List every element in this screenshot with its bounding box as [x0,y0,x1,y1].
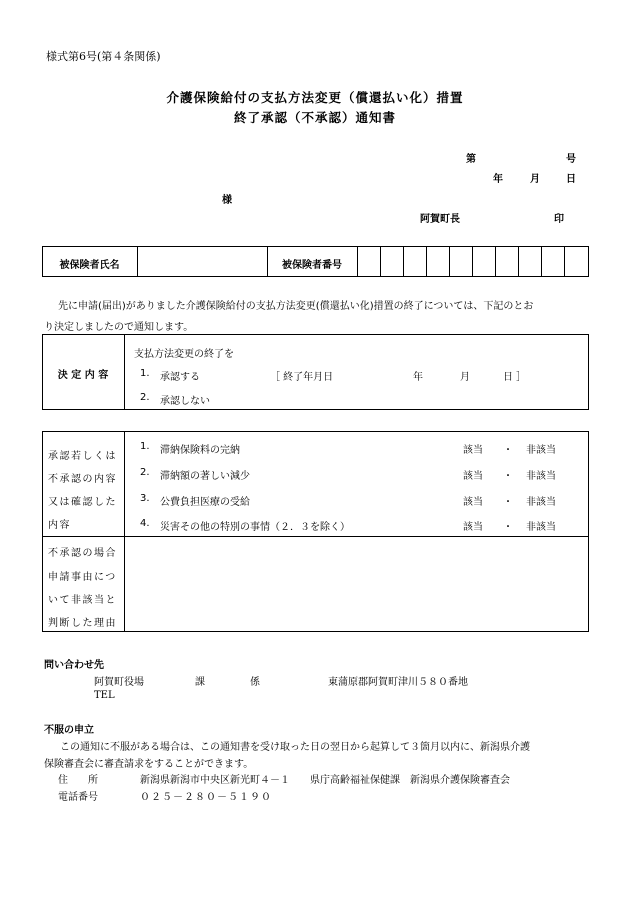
criteria-label-line1: 承認若しくは [48,451,117,462]
intro-line1: 先に申請(届出)がありました介護保険給付の支払方法変更(償還払い化)措置の終了については、下記のとお [58,301,534,312]
criteria-item-1-not-applicable: 非該当 [526,445,556,456]
appeal-address-label: 住 所 [58,775,98,786]
document-title-line1: 介護保険給付の支払方法変更（償還払い化）措置 [166,90,464,105]
inquiry-tel-label: TEL [94,690,115,701]
appeal-phone-label: 電話番号 [58,792,98,803]
date-day: 日 [566,174,576,185]
criteria-item-3-applicable: 該当 [463,497,483,508]
appeal-heading: 不服の申立 [44,725,94,736]
criteria-item-1-text: 滞納保険料の完納 [160,445,240,456]
recipient-honorific: 様 [222,195,232,206]
intro-line2: り決定しましたので通知します。 [44,322,194,333]
decision-option1-number: 1. [140,368,150,379]
seal-mark: 印 [554,214,564,225]
criteria-item-2-applicable: 該当 [463,471,483,482]
criteria-item-3-not-applicable: 非該当 [526,497,556,508]
decision-option2-number: 2. [140,392,150,403]
date-month: 月 [530,174,540,185]
criteria-item-1-number: 1. [140,441,150,452]
reason-label-line2: 申請事由につ [48,572,117,583]
doc-number-suffix: 号 [566,154,576,165]
criteria-item-2-separator: ・ [503,471,513,482]
doc-number-prefix: 第 [466,154,476,165]
appeal-line1: この通知に不服がある場合は、この通知書を受け取った日の翌日から起算して３箇月以内に、新潟県介護 [60,742,530,753]
appeal-line2: 保険審査会に審査請求をすることができます。 [44,759,254,770]
inquiry-unit: 係 [250,677,260,688]
decision-option2-reject: 承認しない [160,396,210,407]
criteria-item-1-applicable: 該当 [463,445,483,456]
criteria-item-4-number: 4. [140,518,150,529]
reason-text-area[interactable] [130,540,585,628]
reason-label-line1: 不承認の場合 [48,548,117,559]
insured-name-label: 被保険者氏名 [59,260,120,271]
appeal-phone: ０２５－２８０－５１９０ [140,792,272,803]
end-date-day: 日 ］ [503,372,527,383]
criteria-item-1-separator: ・ [503,445,513,456]
insured-number-label: 被保険者番号 [282,260,342,271]
inquiry-office: 阿賀町役場 [94,677,144,688]
date-year: 年 [493,174,503,185]
criteria-item-4-separator: ・ [503,522,513,533]
end-date-label: ［ 終了年月日 [270,372,334,383]
criteria-item-3-text: 公費負担医療の受給 [160,497,250,508]
reason-label-line4: 判断した理由 [48,618,117,629]
criteria-label-line4: 内容 [48,520,71,531]
decision-heading: 支払方法変更の終了を [134,349,234,360]
criteria-item-2-not-applicable: 非該当 [526,471,556,482]
criteria-item-3-number: 3. [140,493,150,504]
appeal-address: 新潟県新潟市中央区新光町４－１ 県庁高齢福祉保健課 新潟県介護保険審査会 [140,775,510,786]
reason-label-line3: いて非該当と [48,595,117,606]
end-date-year: 年 [413,372,423,383]
decision-label: 決 定 内 容 [57,370,109,381]
criteria-label-line3: 又は確認した [48,497,117,508]
inquiry-address: 東蒲原郡阿賀町津川５８０番地 [328,677,468,688]
inquiry-heading: 問い合わせ先 [44,660,104,671]
decision-option1-approve: 承認する [160,372,200,383]
criteria-item-2-number: 2. [140,467,150,478]
criteria-item-4-text: 災害その他の特別の事情（２．３を除く） [160,522,350,533]
document-title-line2: 終了承認（不承認）通知書 [233,110,396,125]
criteria-item-2-text: 滞納額の著しい減少 [160,471,250,482]
criteria-item-4-not-applicable: 非該当 [526,522,556,533]
sender-name: 阿賀町長 [420,214,460,225]
form-number: 様式第6号(第４条関係) [46,50,161,63]
end-date-month: 月 [460,372,470,383]
criteria-label-line2: 不承認の内容 [48,474,117,485]
inquiry-section: 課 [195,677,205,688]
criteria-item-3-separator: ・ [503,497,513,508]
criteria-item-4-applicable: 該当 [463,522,483,533]
